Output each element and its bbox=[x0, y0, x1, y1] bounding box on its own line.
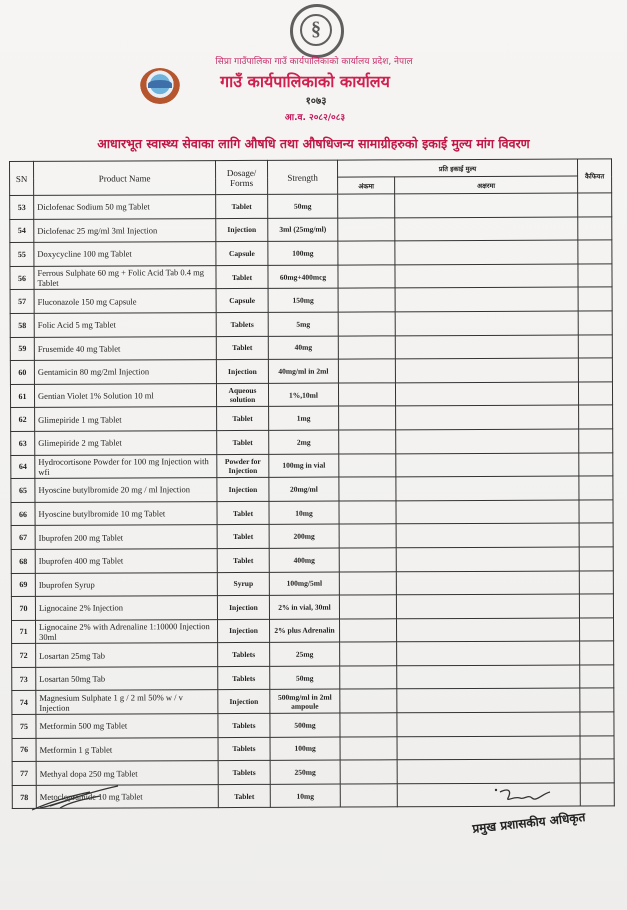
row-product-name: Magnesium Sulphate 1 g / 2 ml 50% w / v Injection bbox=[36, 690, 218, 714]
row-price-in-words[interactable] bbox=[397, 712, 580, 736]
office-seal-stamp bbox=[290, 4, 344, 58]
row-dosage-form: Tablets bbox=[218, 761, 270, 785]
row-price-in-words[interactable] bbox=[395, 335, 578, 359]
row-product-name: Glimepiride 2 mg Tablet bbox=[35, 431, 217, 455]
row-dosage-form: Tablets bbox=[218, 737, 270, 761]
row-product-name: Ibuprofen Syrup bbox=[35, 572, 217, 596]
row-sn: 58 bbox=[10, 313, 34, 337]
row-strength: 200mg bbox=[269, 524, 339, 548]
row-price-in-figures[interactable] bbox=[340, 619, 397, 643]
row-price-in-words[interactable] bbox=[395, 287, 578, 311]
document-heading: आधारभूत स्वास्थ्य सेवाका लागि औषधि तथा औषधिजन्य सामाग्रीहरुको इकाई मुल्य मांग विवरण bbox=[97, 136, 530, 151]
row-sn: 57 bbox=[10, 290, 34, 314]
row-sn: 62 bbox=[11, 408, 35, 432]
row-price-in-figures[interactable] bbox=[340, 760, 397, 784]
table-row bbox=[11, 476, 613, 502]
row-price-in-words[interactable] bbox=[395, 358, 578, 382]
row-remarks[interactable] bbox=[580, 783, 614, 807]
row-sn: 59 bbox=[10, 337, 34, 361]
row-sn: 74 bbox=[12, 691, 36, 715]
row-product-name: Diclofenac 25 mg/ml 3ml Injection bbox=[34, 218, 216, 242]
row-strength: 10mg bbox=[269, 501, 339, 525]
row-remarks[interactable] bbox=[578, 358, 612, 382]
row-price-in-words[interactable] bbox=[396, 500, 579, 524]
row-product-name: Diclofenac Sodium 50 mg Tablet bbox=[34, 195, 216, 219]
table-row bbox=[10, 334, 612, 360]
row-price-in-words[interactable] bbox=[396, 571, 579, 595]
seal-emblem-icon: § bbox=[300, 14, 332, 46]
row-sn: 64 bbox=[11, 455, 35, 479]
signature-left bbox=[30, 784, 125, 814]
row-price-in-figures[interactable] bbox=[338, 383, 395, 407]
column-header-sn: SN bbox=[10, 161, 34, 195]
row-price-in-words[interactable] bbox=[396, 429, 579, 453]
row-price-in-words[interactable] bbox=[395, 193, 578, 217]
row-strength: 50mg bbox=[270, 666, 340, 690]
row-strength: 20mg/ml bbox=[269, 477, 339, 501]
row-sn: 60 bbox=[10, 361, 34, 385]
row-remarks[interactable] bbox=[578, 240, 612, 264]
table-row bbox=[10, 358, 612, 384]
row-dosage-form: Tablet bbox=[217, 501, 269, 525]
table-row bbox=[12, 736, 614, 762]
row-remarks[interactable] bbox=[578, 382, 612, 406]
table-row bbox=[12, 665, 614, 691]
table-row bbox=[11, 405, 613, 431]
row-price-in-words[interactable] bbox=[397, 641, 580, 665]
row-dosage-form: Tablet bbox=[217, 430, 269, 454]
row-product-name: Hyoscine butylbromide 20 mg / ml Injection bbox=[35, 478, 217, 502]
row-strength: 40mg/ml in 2ml bbox=[268, 359, 338, 383]
row-product-name: Methyal dopa 250 mg Tablet bbox=[36, 761, 218, 785]
row-sn: 63 bbox=[11, 431, 35, 455]
row-price-in-words[interactable] bbox=[397, 759, 580, 783]
row-remarks[interactable] bbox=[579, 429, 613, 453]
row-price-in-words[interactable] bbox=[395, 264, 578, 288]
row-strength: 100mg/5ml bbox=[269, 572, 339, 596]
row-product-name: Losartan 25mg Tab bbox=[36, 643, 218, 667]
row-remarks[interactable] bbox=[579, 523, 613, 547]
row-price-in-figures[interactable] bbox=[339, 453, 396, 477]
row-price-in-figures[interactable] bbox=[338, 217, 395, 241]
row-strength: 25mg bbox=[270, 642, 340, 666]
row-sn: 71 bbox=[12, 620, 36, 644]
row-price-in-words[interactable] bbox=[395, 217, 578, 241]
row-price-in-figures[interactable] bbox=[339, 595, 396, 619]
row-price-in-words[interactable] bbox=[396, 523, 579, 547]
row-dosage-form: Tablet bbox=[216, 265, 268, 289]
row-product-name: Lignocaine 2% Injection bbox=[35, 596, 217, 620]
fiscal-year: आ.व. २०८२/०८३ bbox=[284, 113, 346, 123]
row-remarks[interactable] bbox=[578, 193, 612, 217]
row-price-in-figures[interactable] bbox=[339, 524, 396, 548]
row-sn: 66 bbox=[11, 502, 35, 526]
row-dosage-form: Injection bbox=[217, 477, 269, 501]
table-row bbox=[10, 311, 612, 337]
row-dosage-form: Tablet bbox=[217, 525, 269, 549]
row-strength: 100mg bbox=[270, 737, 340, 761]
row-strength: 500mg bbox=[270, 713, 340, 737]
row-price-in-words[interactable] bbox=[396, 476, 579, 500]
column-header-in-words: अक्षरमा bbox=[395, 176, 578, 194]
column-header-product-name: Product Name bbox=[34, 161, 216, 196]
row-dosage-form: Tablets bbox=[218, 666, 270, 690]
row-sn: 76 bbox=[12, 738, 36, 762]
row-sn: 73 bbox=[12, 667, 36, 691]
row-price-in-words[interactable] bbox=[397, 736, 580, 760]
row-remarks[interactable] bbox=[580, 736, 614, 760]
row-remarks[interactable] bbox=[579, 618, 613, 642]
row-product-name: Losartan 50mg Tab bbox=[36, 666, 218, 690]
row-remarks[interactable] bbox=[579, 500, 613, 524]
row-dosage-form: Tablet bbox=[218, 784, 270, 808]
row-strength: 2% in vial, 30ml bbox=[269, 595, 339, 619]
table-row bbox=[11, 523, 613, 549]
row-product-name: Ferrous Sulphate 60 mg + Folic Acid Tab 0.4 mg Tablet bbox=[34, 265, 216, 289]
column-header-unit-price: प्रति इकाई मुल्य bbox=[337, 159, 577, 177]
row-strength: 5mg bbox=[268, 312, 338, 336]
row-price-in-figures[interactable] bbox=[340, 666, 397, 690]
table-row bbox=[11, 429, 613, 455]
row-sn: 69 bbox=[11, 573, 35, 597]
row-sn: 70 bbox=[11, 596, 35, 620]
row-price-in-figures[interactable] bbox=[338, 265, 395, 289]
row-sn: 78 bbox=[12, 785, 36, 809]
row-dosage-form: Aqueous solution bbox=[216, 383, 268, 407]
row-sn: 56 bbox=[10, 266, 34, 290]
row-remarks[interactable] bbox=[580, 688, 614, 712]
row-price-in-words[interactable] bbox=[396, 618, 579, 642]
row-remarks[interactable] bbox=[580, 712, 614, 736]
row-remarks[interactable] bbox=[579, 594, 613, 618]
row-remarks[interactable] bbox=[579, 452, 613, 476]
row-product-name: Gentamicin 80 mg/2ml Injection bbox=[34, 360, 216, 384]
row-product-name: Hydrocortisone Powder for 100 mg Injection with wfi bbox=[35, 454, 217, 478]
signature-right bbox=[494, 786, 554, 810]
row-remarks[interactable] bbox=[578, 334, 612, 358]
table-row bbox=[12, 688, 614, 714]
row-product-name: Fluconazole 150 mg Capsule bbox=[34, 289, 216, 313]
row-remarks[interactable] bbox=[579, 476, 613, 500]
row-product-name: Metformin 1 g Tablet bbox=[36, 737, 218, 761]
table-row bbox=[10, 240, 612, 266]
row-price-in-figures[interactable] bbox=[340, 689, 397, 713]
row-price-in-figures[interactable] bbox=[338, 359, 395, 383]
row-price-in-figures[interactable] bbox=[339, 430, 396, 454]
row-dosage-form: Tablet bbox=[217, 407, 269, 431]
row-dosage-form: Injection bbox=[218, 619, 270, 643]
row-sn: 53 bbox=[10, 195, 34, 219]
row-price-in-figures[interactable] bbox=[338, 312, 395, 336]
row-price-in-figures[interactable] bbox=[339, 571, 396, 595]
table-row bbox=[10, 216, 612, 242]
row-price-in-words[interactable] bbox=[397, 665, 580, 689]
row-remarks[interactable] bbox=[580, 641, 614, 665]
row-dosage-form: Injection bbox=[217, 595, 269, 619]
row-product-name: Hyoscine butylbromide 10 mg Tablet bbox=[35, 501, 217, 525]
row-sn: 77 bbox=[12, 762, 36, 786]
row-dosage-form: Powder for Injection bbox=[217, 454, 269, 478]
row-dosage-form: Syrup bbox=[217, 572, 269, 596]
table-row bbox=[11, 452, 613, 478]
row-sn: 65 bbox=[11, 479, 35, 503]
row-product-name: Folic Acid 5 mg Tablet bbox=[34, 313, 216, 337]
row-sn: 75 bbox=[12, 714, 36, 738]
row-remarks[interactable] bbox=[579, 405, 613, 429]
row-product-name: Lignocaine 2% with Adrenaline 1:10000 Injection 30ml bbox=[36, 619, 218, 643]
table-row bbox=[11, 594, 613, 620]
column-header-strength: Strength bbox=[267, 160, 337, 194]
row-dosage-form: Injection bbox=[218, 690, 270, 714]
row-price-in-figures[interactable] bbox=[338, 288, 395, 312]
row-remarks[interactable] bbox=[580, 759, 614, 783]
row-strength: 50mg bbox=[268, 194, 338, 218]
row-dosage-form: Capsule bbox=[216, 242, 268, 266]
row-strength: 10mg bbox=[270, 784, 340, 808]
row-sn: 55 bbox=[10, 243, 34, 267]
table-row bbox=[10, 287, 612, 313]
table-row bbox=[11, 547, 613, 573]
row-product-name: Gentian Violet 1% Solution 10 ml bbox=[34, 383, 216, 407]
row-price-in-words[interactable] bbox=[397, 688, 580, 712]
row-sn: 67 bbox=[11, 526, 35, 550]
stamp-number: १०७३ bbox=[305, 96, 327, 107]
row-price-in-figures[interactable] bbox=[340, 736, 397, 760]
row-strength: 100mg bbox=[268, 241, 338, 265]
row-strength: 500mg/ml in 2ml ampoule bbox=[270, 690, 340, 714]
row-strength: 40mg bbox=[268, 336, 338, 360]
row-dosage-form: Tablets bbox=[218, 643, 270, 667]
table-row bbox=[12, 641, 614, 667]
row-product-name: Ibuprofen 400 mg Tablet bbox=[35, 549, 217, 573]
row-remarks[interactable] bbox=[580, 665, 614, 689]
row-remarks[interactable] bbox=[578, 216, 612, 240]
row-dosage-form: Tablet bbox=[216, 194, 268, 218]
row-sn: 72 bbox=[12, 644, 36, 668]
row-strength: 1mg bbox=[269, 406, 339, 430]
row-price-in-words[interactable] bbox=[396, 405, 579, 429]
row-price-in-words[interactable] bbox=[395, 311, 578, 335]
row-sn: 68 bbox=[11, 549, 35, 573]
medicine-price-table bbox=[9, 158, 615, 809]
row-product-name: Metoclopramide 10 mg Tablet bbox=[36, 784, 218, 808]
row-price-in-words[interactable] bbox=[396, 547, 579, 571]
row-price-in-figures[interactable] bbox=[338, 241, 395, 265]
row-product-name: Ibuprofen 200 mg Tablet bbox=[35, 525, 217, 549]
row-dosage-form: Capsule bbox=[216, 289, 268, 313]
row-product-name: Glimepiride 1 mg Tablet bbox=[35, 407, 217, 431]
row-dosage-form: Tablet bbox=[216, 336, 268, 360]
row-sn: 61 bbox=[10, 384, 34, 408]
row-dosage-form: Tablet bbox=[217, 548, 269, 572]
row-price-in-figures[interactable] bbox=[339, 406, 396, 430]
row-strength: 3ml (25mg/ml) bbox=[268, 218, 338, 242]
row-strength: 60mg+400mcg bbox=[268, 265, 338, 289]
row-price-in-figures[interactable] bbox=[339, 477, 396, 501]
row-remarks[interactable] bbox=[578, 264, 612, 288]
column-header-remarks: कैफियत bbox=[577, 159, 611, 193]
row-product-name: Frusemide 40 mg Tablet bbox=[34, 336, 216, 360]
row-strength: 1%,10ml bbox=[268, 383, 338, 407]
row-remarks[interactable] bbox=[579, 570, 613, 594]
table-row bbox=[11, 500, 613, 526]
table-row bbox=[10, 193, 612, 219]
table-row bbox=[11, 570, 613, 596]
row-price-in-words[interactable] bbox=[396, 594, 579, 618]
row-product-name: Doxycycline 100 mg Tablet bbox=[34, 242, 216, 266]
table-row bbox=[12, 618, 614, 644]
designation-chief-administrative-officer: प्रमुख प्रशासकीय अधिकृत bbox=[471, 810, 586, 836]
row-strength: 250mg bbox=[270, 760, 340, 784]
table-row bbox=[10, 264, 612, 290]
row-strength: 2mg bbox=[269, 430, 339, 454]
row-dosage-form: Tablets bbox=[218, 713, 270, 737]
row-price-in-figures[interactable] bbox=[339, 548, 396, 572]
row-strength: 100mg in vial bbox=[269, 454, 339, 478]
table-row bbox=[12, 759, 614, 785]
nepal-emblem-logo bbox=[140, 68, 180, 104]
row-price-in-figures[interactable] bbox=[340, 642, 397, 666]
row-sn: 54 bbox=[10, 219, 34, 243]
stamp-text: सिप्रा गाउँपालिका गाउँ कार्यपालिकाको कार्यालय प्रदेश, नेपाल bbox=[215, 57, 413, 67]
row-dosage-form: Injection bbox=[216, 218, 268, 242]
row-price-in-words[interactable] bbox=[396, 453, 579, 477]
row-price-in-figures[interactable] bbox=[338, 335, 395, 359]
row-remarks[interactable] bbox=[578, 287, 612, 311]
office-title: गाउँ कार्यपालिकाको कार्यालय bbox=[220, 72, 390, 91]
table-row bbox=[12, 712, 614, 738]
row-price-in-figures[interactable] bbox=[339, 501, 396, 525]
row-strength: 2% plus Adrenalin bbox=[270, 619, 340, 643]
column-header-in-figures: अंकमा bbox=[338, 177, 395, 194]
row-product-name: Metformin 500 mg Tablet bbox=[36, 714, 218, 738]
row-price-in-figures[interactable] bbox=[338, 194, 395, 218]
row-strength: 150mg bbox=[268, 288, 338, 312]
row-price-in-figures[interactable] bbox=[340, 713, 397, 737]
row-price-in-words[interactable] bbox=[395, 382, 578, 406]
row-remarks[interactable] bbox=[579, 547, 613, 571]
column-header-dosage-forms: Dosage/ Forms bbox=[216, 160, 268, 194]
row-price-in-words[interactable] bbox=[395, 240, 578, 264]
row-remarks[interactable] bbox=[578, 311, 612, 335]
table-row bbox=[10, 382, 612, 408]
row-dosage-form: Injection bbox=[216, 360, 268, 384]
row-strength: 400mg bbox=[269, 548, 339, 572]
row-price-in-figures[interactable] bbox=[340, 784, 397, 808]
row-dosage-form: Tablets bbox=[216, 312, 268, 336]
